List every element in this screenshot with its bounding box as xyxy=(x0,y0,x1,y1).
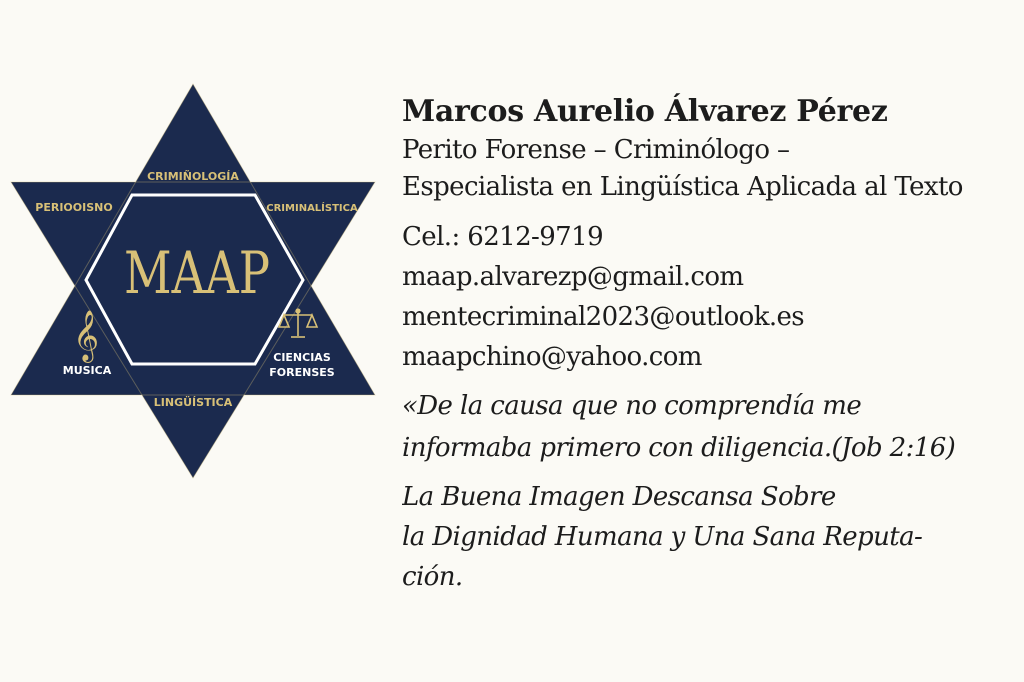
motto-line-2: la Dignidad Humana y Una Sana Reputa- xyxy=(402,522,923,552)
email-yahoo: maapchino@yahoo.com xyxy=(402,342,702,372)
motto-line-1: La Buena Imagen Descansa Sobre xyxy=(402,482,836,512)
label-linguistica: LINGÜÍSTICA xyxy=(153,396,233,409)
label-forenses: FORENSES xyxy=(269,366,335,379)
label-musica: MUSICA xyxy=(62,364,112,377)
label-criminalistica: CRIMINALÍSTICA xyxy=(266,203,358,214)
treble-clef-icon: 𝄞 xyxy=(72,310,100,361)
motto xyxy=(402,477,1024,597)
bible-quote xyxy=(402,385,1024,469)
contact-block xyxy=(402,217,1024,377)
email-outlook: mentecriminal2023@outlook.es xyxy=(402,302,805,332)
email-gmail: maap.alvarezp@gmail.com xyxy=(402,262,744,292)
phone-number: Cel.: 6212-9719 xyxy=(402,222,604,252)
quote-line-1: «De la causa que no comprendía me xyxy=(402,391,862,421)
quote-line-2: informaba primero con diligencia.(Job 2:16) xyxy=(402,433,956,463)
label-periodismo: PERIOOISNO xyxy=(35,201,113,214)
business-card-text xyxy=(402,92,1024,597)
motto-line-3: ción. xyxy=(402,562,463,592)
person-name: Marcos Aurelio Álvarez Pérez xyxy=(402,94,888,129)
label-ciencias: CIENCIAS xyxy=(273,351,331,364)
label-criminologia: CRIMIÑOLOGÍA xyxy=(147,170,239,183)
title-line-1: Perito Forense – Criminólogo – xyxy=(402,135,790,165)
monogram: MAAP xyxy=(124,239,270,307)
title-line-2: Especialista en Lingüística Aplicada al Texto xyxy=(402,172,963,202)
professional-titles xyxy=(402,132,1024,206)
maap-star-logo xyxy=(0,60,390,500)
